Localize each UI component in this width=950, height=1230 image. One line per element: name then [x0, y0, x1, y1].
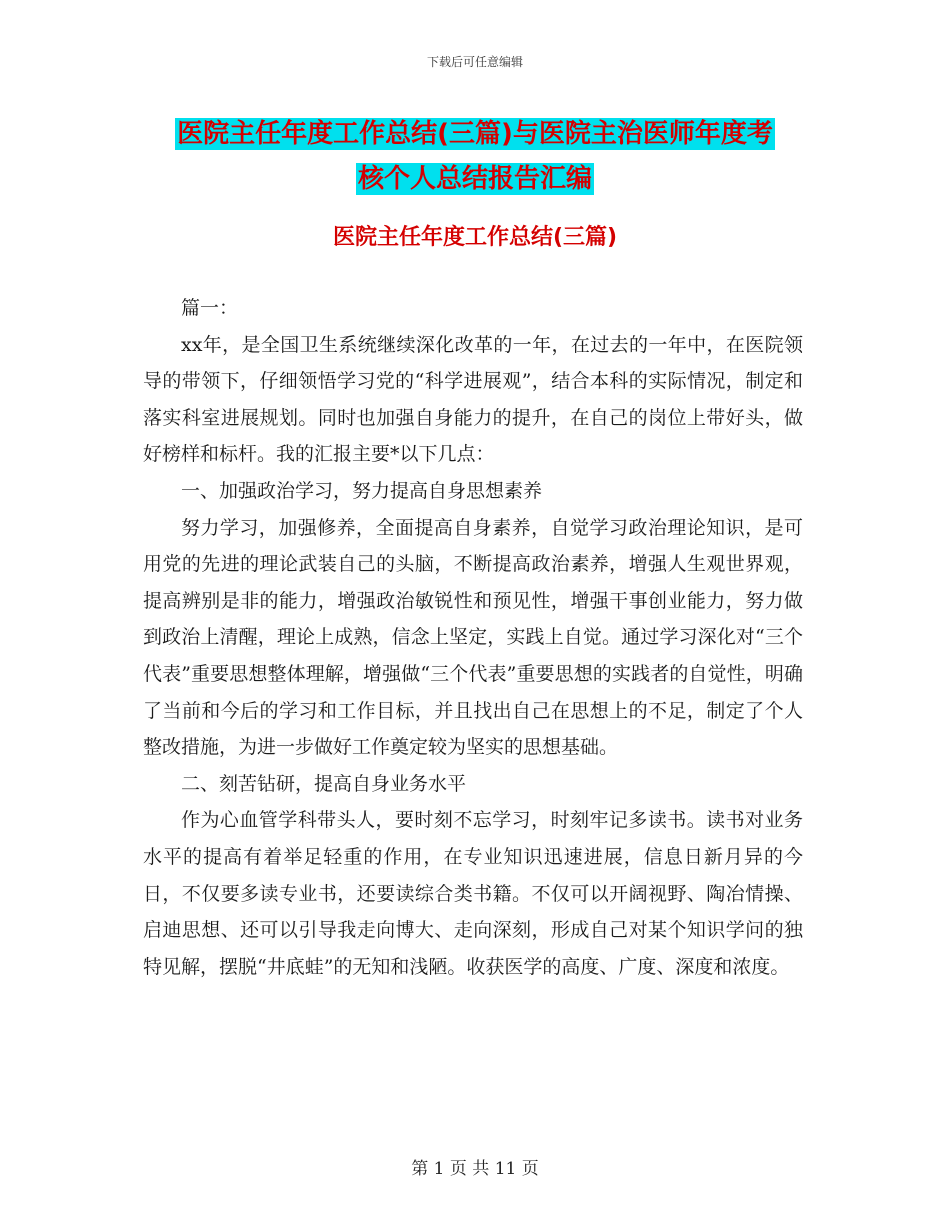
- document-title-line-1: 医院主任年度工作总结(三篇)与医院主治医师年度考: [177, 119, 773, 149]
- section-title: 医院主任年度工作总结(三篇): [332, 225, 618, 250]
- paragraph-politics: 努力学习，加强修养，全面提高自身素养，自觉学习政治理论知识，是可用党的先进的理论武装自己的头脑，不断提高政治素养，增强人生观世界观，提高辨别是非的能力，增强政治敏锐性和预见性，增强干事创业能力，努力做到政治上清醒，理论上成熟，信念上坚定，实践上自觉。通过学习深化对“三个代表”重要思想整体理解，增强做“三个代表”重要思想的实践者的自觉性，明确了当前和今后的学习和工作目标，并且找出自己在思想上的不足，制定了个人整改措施，为进一步做好工作奠定较为坚实的思想基础。: [143, 516, 803, 759]
- paragraph-article-label: 篇一：: [181, 297, 239, 319]
- header-note: 下载后可任意编辑: [426, 55, 523, 69]
- page-number-footer: 第 1 页 共 11 页: [411, 1159, 539, 1179]
- document-title: [0, 112, 950, 202]
- paragraph-heading-1: 一、加强政治学习，努力提高自身思想素养: [181, 479, 543, 502]
- paragraph-intro: xx年，是全国卫生系统继续深化改革的一年，在过去的一年中，在医院领导的带领下，仔细领悟学习党的“科学进展观”，结合本科的实际情况，制定和落实科室进展规划。同时也加强自身能力的提升，在自己的岗位上带好头，做好榜样和标杆。我的汇报主要*以下几点：: [143, 333, 803, 466]
- paragraph-study: 作为心血管学科带头人，要时刻不忘学习，时刻牢记多读书。读书对业务水平的提高有着举足轻重的作用，在专业知识迅速进展，信息日新月异的今日，不仅要多读专业书，还要读综合类书籍。不仅可以开阔视野、陶冶情操、启迪思想、还可以引导我走向博大、走向深刻，形成自己对某个知识学问的独特见解，摆脱“井底蛙”的无知和浅陋。收获医学的高度、广度、深度和浓度。: [143, 809, 803, 978]
- document-title-line-2: 核个人总结报告汇编: [357, 164, 592, 194]
- body-text: [143, 290, 803, 985]
- paragraph-heading-2: 二、刻苦钻研，提高自身业务水平: [181, 772, 467, 795]
